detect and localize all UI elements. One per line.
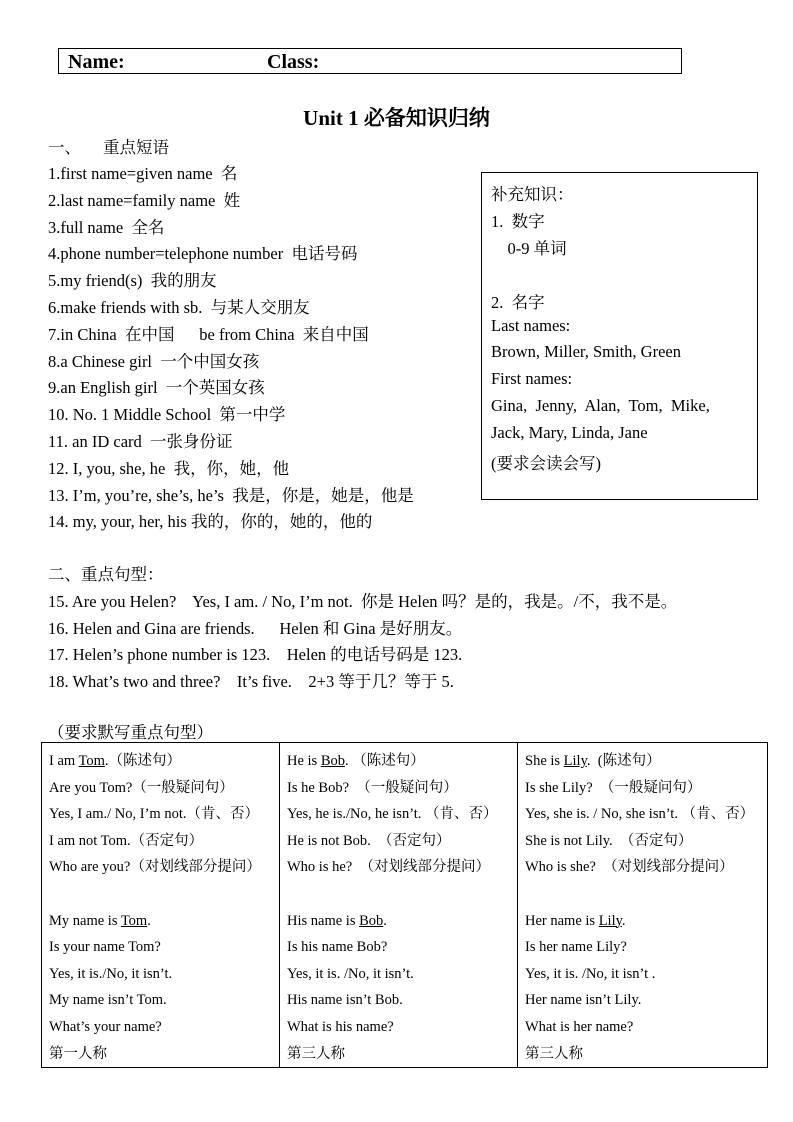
table-text: 第一人称 bbox=[49, 1045, 107, 1062]
table-line bbox=[287, 881, 517, 908]
table-row bbox=[42, 743, 768, 1068]
table-line bbox=[287, 854, 517, 881]
phrase-item: 3.full name 全名 bbox=[48, 217, 165, 237]
table-cell-third-person-he bbox=[280, 743, 518, 1068]
phrase-item: 14. my, your, her, his 我的，你的，她的，他的 bbox=[48, 512, 373, 532]
table-line bbox=[49, 748, 279, 775]
sentence-item: 15. Are you Helen? Yes, I am. / No, I’m not. 你是 Helen 吗？是的，我是。/不，我不是。 bbox=[48, 592, 678, 611]
supplement-line: Brown, Miller, Smith, Green bbox=[491, 342, 681, 362]
table-text: . bbox=[147, 912, 151, 929]
class-label: Class: bbox=[267, 51, 320, 73]
table-line bbox=[525, 934, 767, 961]
table-line bbox=[525, 908, 767, 935]
table-text: Yes, he is./No, he isn’t. （肯、否） bbox=[287, 806, 498, 823]
phrase-item: 7.in China 在中国 be from China 来自中国 bbox=[48, 324, 369, 344]
section1-heading-text: 重点短语 bbox=[103, 138, 169, 157]
table-line bbox=[287, 934, 517, 961]
phrase-item: 12. I, you, she, he 我，你，她，他 bbox=[48, 458, 290, 478]
underlined-name: Bob bbox=[320, 753, 346, 769]
supplement-line: 补充知识： bbox=[491, 185, 574, 204]
underlined-name: Tom bbox=[120, 912, 148, 929]
supplement-line: (要求会读会写) bbox=[491, 454, 601, 473]
underlined-name: Lily bbox=[563, 753, 587, 769]
table-text: Yes, it is. /No, it isn’t . bbox=[525, 965, 656, 982]
table-text: Is she Lily? （一般疑问句） bbox=[525, 779, 702, 796]
table-cell-first-person bbox=[42, 743, 280, 1068]
section1-heading-num: 一、 bbox=[48, 138, 81, 157]
table-text: I am bbox=[49, 753, 79, 769]
table-line bbox=[287, 775, 517, 802]
sentence-item: 16. Helen and Gina are friends. Helen 和 Gina 是好朋友。 bbox=[48, 618, 463, 638]
table-text: My name is bbox=[49, 912, 121, 929]
table-line bbox=[49, 961, 279, 988]
table-text: Is her name Lily? bbox=[525, 939, 627, 956]
underlined-name: Bob bbox=[359, 912, 384, 929]
table-text: His name isn’t Bob. bbox=[287, 992, 403, 1009]
table-line bbox=[49, 1041, 279, 1068]
table-line bbox=[49, 854, 279, 881]
table-text: . bbox=[383, 912, 387, 929]
table-text: Yes, it is. /No, it isn’t. bbox=[287, 965, 414, 982]
table-text: My name isn’t Tom. bbox=[49, 992, 167, 1009]
phrase-item: 8.a Chinese girl 一个中国女孩 bbox=[48, 351, 260, 371]
sentence-item: 18. What’s two and three? It’s five. 2+3 等于几？等于 5. bbox=[48, 671, 454, 691]
sentence-item: 17. Helen’s phone number is 123. Helen 的电话号码是 123. bbox=[48, 645, 463, 665]
phrase-item: 6.make friends with sb. 与某人交朋友 bbox=[48, 298, 310, 317]
table-line bbox=[287, 961, 517, 988]
section1-heading bbox=[48, 134, 169, 158]
table-text: . （陈述句） bbox=[345, 753, 425, 769]
table-line bbox=[287, 801, 517, 828]
table-line bbox=[287, 908, 517, 935]
phrase-item: 9.an English girl 一个英国女孩 bbox=[48, 378, 265, 398]
table-line bbox=[525, 881, 767, 908]
table-text: Who is she? （对划线部分提问） bbox=[525, 859, 734, 876]
underlined-name: Tom bbox=[78, 753, 105, 769]
phrase-item: 4.phone number=telephone number 电话号码 bbox=[48, 244, 358, 264]
table-line bbox=[525, 748, 767, 775]
table-note: （要求默写重点句型） bbox=[48, 723, 213, 742]
table-text: Is your name Tom? bbox=[49, 939, 161, 956]
supplement-line: Jack, Mary, Linda, Jane bbox=[491, 423, 648, 443]
table-line bbox=[49, 775, 279, 802]
supplement-line: Gina, Jenny, Alan, Tom, Mike, bbox=[491, 396, 710, 416]
phrase-item: 1.first name=given name 名 bbox=[48, 164, 238, 183]
table-line bbox=[287, 1014, 517, 1041]
table-line bbox=[287, 1041, 517, 1068]
table-line bbox=[525, 801, 767, 828]
phrase-item: 2.last name=family name 姓 bbox=[48, 190, 241, 210]
table-text: What is her name? bbox=[525, 1018, 634, 1035]
table-text: She is bbox=[525, 753, 564, 769]
table-line bbox=[287, 828, 517, 855]
table-cell-third-person-she bbox=[518, 743, 768, 1068]
table-text: . bbox=[621, 912, 626, 929]
phrase-item: 10. No. 1 Middle School 第一中学 bbox=[48, 405, 286, 425]
underlined-name: Lily bbox=[598, 912, 622, 929]
name-label: Name: bbox=[68, 51, 125, 73]
phrase-item: 11. an ID card 一张身份证 bbox=[48, 432, 233, 451]
table-text: . (陈述句） bbox=[586, 753, 661, 769]
table-text: Yes, she is. / No, she isn’t. （肯、否） bbox=[525, 806, 755, 823]
table-line bbox=[49, 908, 279, 935]
table-text: He is not Bob. （否定句） bbox=[287, 832, 451, 849]
table-line bbox=[525, 854, 767, 881]
table-text: What’s your name? bbox=[49, 1018, 162, 1035]
table-text: What is his name? bbox=[287, 1018, 394, 1035]
page-title: Unit 1 必备知识归纳 bbox=[303, 106, 490, 130]
table-line bbox=[287, 748, 517, 775]
table-line bbox=[287, 987, 517, 1014]
table-text: Is his name Bob? bbox=[287, 939, 388, 956]
table-text: .（陈述句） bbox=[104, 753, 182, 769]
phrase-item: 5.my friend(s) 我的朋友 bbox=[48, 271, 217, 291]
table-line bbox=[525, 961, 767, 988]
table-line bbox=[49, 934, 279, 961]
table-text: Is he Bob? （一般疑问句） bbox=[287, 779, 458, 796]
table-text: Who is he? （对划线部分提问） bbox=[287, 859, 490, 876]
table-text: He is bbox=[287, 753, 321, 769]
table-text: Are you Tom?（一般疑问句） bbox=[49, 779, 234, 796]
table-text: I am not Tom.（否定句） bbox=[49, 832, 204, 849]
table-text: 第三人称 bbox=[525, 1045, 583, 1062]
table-text: She is not Lily. （否定句） bbox=[525, 832, 693, 849]
supplement-line: Last names: bbox=[491, 315, 571, 335]
supplement-line: 1. 数字 bbox=[491, 211, 545, 231]
table-text: 第三人称 bbox=[287, 1045, 345, 1062]
table-line bbox=[49, 987, 279, 1014]
supplement-box bbox=[481, 172, 758, 500]
table-text: Yes, it is./No, it isn’t. bbox=[49, 965, 173, 982]
table-text: Her name is bbox=[525, 912, 599, 929]
supplement-line: 2. 名字 bbox=[491, 292, 545, 312]
name-class-box bbox=[58, 48, 682, 74]
supplement-line: 0-9 单词 bbox=[491, 238, 567, 258]
table-line bbox=[49, 881, 279, 908]
table-line bbox=[49, 828, 279, 855]
table-line bbox=[525, 1014, 767, 1041]
table-text: Yes, I am./ No, I’m not.（肯、否） bbox=[49, 806, 259, 823]
table-line bbox=[49, 1014, 279, 1041]
section2-heading: 二、重点句型： bbox=[48, 565, 164, 584]
table-line bbox=[525, 987, 767, 1014]
table-line bbox=[525, 828, 767, 855]
table-text: Who are you?（对划线部分提问） bbox=[49, 859, 261, 876]
table-text: Her name isn’t Lily. bbox=[525, 992, 642, 1009]
supplement-line: First names: bbox=[491, 369, 573, 389]
table-line bbox=[49, 801, 279, 828]
table-text: His name is bbox=[287, 912, 360, 929]
table-line bbox=[525, 1041, 767, 1068]
phrase-item: 13. I’m, you’re, she’s, he’s 我是，你是，她是，他是 bbox=[48, 485, 414, 505]
sentence-table bbox=[41, 742, 768, 1068]
table-line bbox=[525, 775, 767, 802]
